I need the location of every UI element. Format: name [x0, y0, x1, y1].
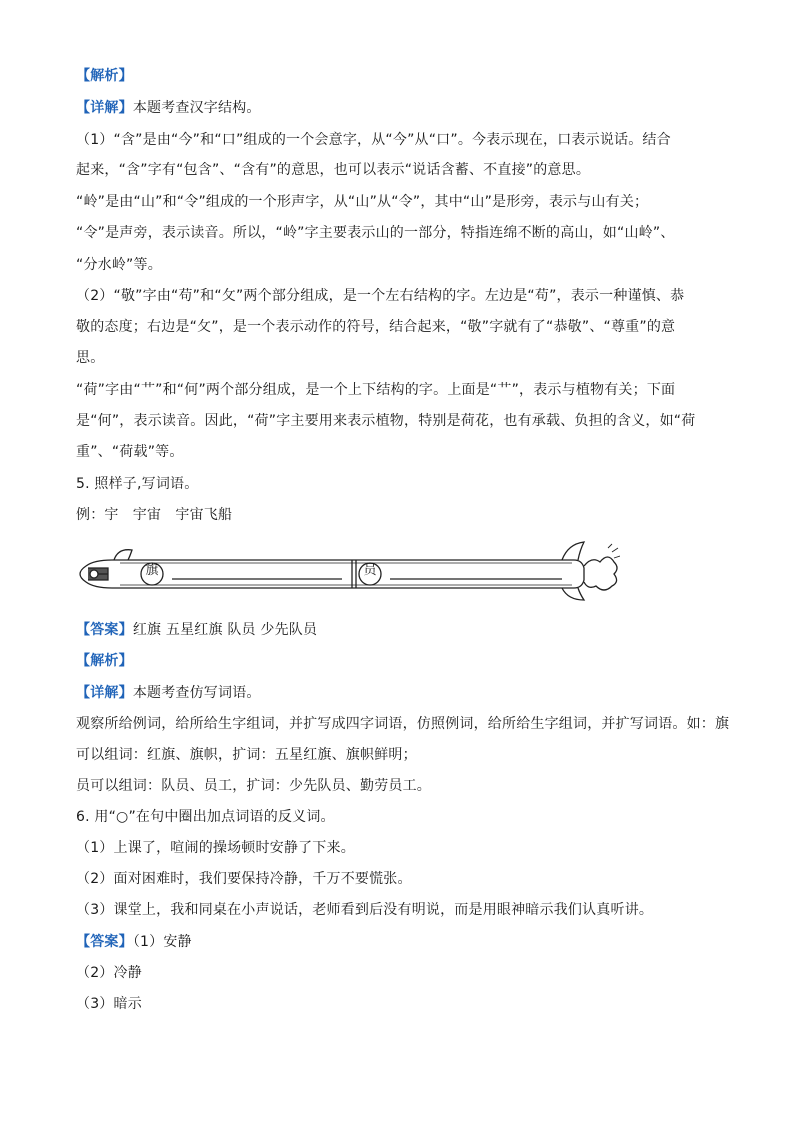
question-6-title: 6. 用“○”在句中圈出加点词语的反义词。	[76, 809, 335, 825]
answer-text: 红旗 五星红旗 队员 少先队员	[132, 622, 318, 638]
answer-line	[76, 932, 726, 952]
question-6-sentence: （3）课堂上，我和同桌在小声说话，老师看到后没有明说，而是用眼神暗示我们认真听讲。	[76, 902, 654, 918]
paragraph-line: 敬的态度；右边是“攵”，是一个表示动作的符号，结合起来，“敬”字就有了“恭敬”、“尊重”的意	[76, 319, 676, 335]
paragraph-line: 是“何”，表示读音。因此，“荷”字主要用来表示植物，特别是荷花，也有承载、负担的含义，如“荷	[76, 413, 696, 429]
paragraph-line: 重”、“荷载”等。	[76, 444, 184, 460]
paragraph-line: （2）“敬”字由“苟”和“攵”两个部分组成，是一个左右结构的字。左边是“苟”，表示一种谨慎、恭	[76, 288, 685, 304]
answer-item: （3）暗示	[76, 996, 142, 1012]
paragraph-line: （1）“含”是由“今”和“口”组成的一个会意字，从“今”从“口”。今表示现在，口表示说话。结合	[76, 132, 671, 148]
paragraph-line: 观察所给例词，给所给生字组词，并扩写成四字词语，仿照例词，给所给生字组词，并扩写词语。如：旗	[76, 716, 730, 732]
answer-tag: 【答案】	[76, 934, 133, 950]
paragraph-line: “荷”字由“艹”和“何”两个部分组成，是一个上下结构的字。上面是“艹”，表示与植物有关；下面	[76, 382, 676, 398]
paragraph-line: 起来，“含”字有“包含”、“含有”的意思，也可以表示“说话含蓄、不直接”的意思。	[76, 162, 591, 178]
answer-line	[76, 620, 726, 640]
question-6-sentence: （2）面对困难时，我们要保持冷静，千万不要慌张。	[76, 871, 412, 887]
rocket-char-qi: 旗	[145, 563, 159, 578]
analysis-tag: 【解析】	[76, 653, 133, 669]
detail-tag: 【详解】	[76, 685, 133, 701]
paragraph-line: “岭”是由“山”和“令”组成的一个形声字，从“山”从“令”，其中“山”是形旁，表示与山有关；	[76, 194, 649, 210]
paragraph-line: “令”是声旁，表示读音。所以，“岭”字主要表示山的一部分，特指连绵不断的高山，如“山岭”、	[76, 225, 675, 241]
detail-line	[76, 98, 726, 118]
paragraph-line: “分水岭”等。	[76, 257, 162, 273]
paragraph-line: 员可以组词：队员、员工，扩词：少先队员、勤劳员工。	[76, 778, 431, 794]
question-6-sentence: （1）上课了，喧闹的操场顿时安静了下来。	[76, 840, 355, 856]
detail-text: 本题考查仿写词语。	[132, 685, 261, 701]
question-5-example: 例：宇 宇宙 宇宙飞船	[76, 507, 233, 523]
rocket-char-yuan: 员	[363, 563, 377, 578]
detail-text: 本题考查汉字结构。	[132, 100, 261, 116]
paragraph-line: 可以组词：红旗、旗帜，扩词：五星红旗、旗帜鲜明；	[76, 747, 417, 763]
answer-tag: 【答案】	[76, 622, 133, 638]
paragraph-line: 思。	[76, 350, 105, 366]
answer-item: （2）冷静	[76, 965, 142, 981]
answer-item: （1）安静	[132, 934, 192, 950]
detail-tag: 【详解】	[76, 100, 133, 116]
question-5-title: 5. 照样子,写词语。	[76, 476, 199, 492]
detail-line	[76, 683, 726, 703]
analysis-tag: 【解析】	[76, 68, 133, 84]
